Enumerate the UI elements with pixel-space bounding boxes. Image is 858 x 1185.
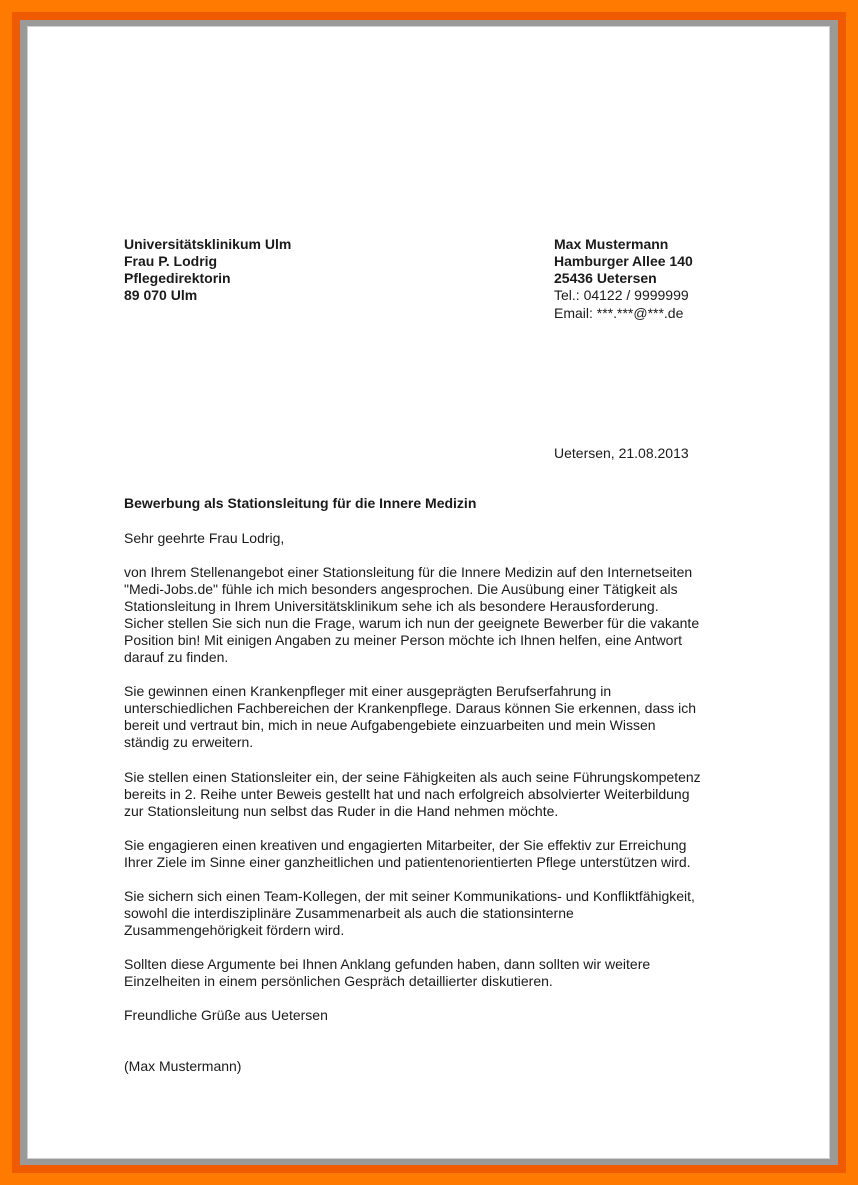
paragraph-line: "Medi-Jobs.de" fühle ich mich besonders angesprochen. Die Ausübung einer Tätigkeit als <box>124 581 678 597</box>
paragraph-line: Sie engagieren einen kreativen und engagierten Mitarbeiter, der Sie effektiv zur Erreichung <box>124 837 687 853</box>
paragraph-line: Zusammengehörigkeit fördern wird. <box>124 922 345 938</box>
paragraph-line: Sollten diese Argumente bei Ihnen Anklang gefunden haben, dann sollten wir weitere <box>124 956 651 972</box>
recipient-city: 89 070 Ulm <box>124 287 198 303</box>
paragraph-2 <box>124 683 744 751</box>
paragraph-line: unterschiedlichen Fachbereichen der Krankenpflege. Daraus können Sie erkennen, dass ich <box>124 700 697 716</box>
paragraph-5 <box>124 888 744 939</box>
paragraph-4 <box>124 837 744 871</box>
paragraph-line: Ihrer Ziele im Sinne einer ganzheitlichen und patientenorientierten Pflege unterstützen wird. <box>124 854 691 870</box>
sender-email: Email: ***.***@***.de <box>554 305 684 321</box>
paragraph-line: Sie stellen einen Stationsleiter ein, der seine Fähigkeiten als auch seine Führungskompetenz <box>124 769 701 785</box>
paragraph-line: zur Stationsleitung nun selbst das Ruder in die Hand nehmen möchte. <box>124 803 559 819</box>
sender-name: Max Mustermann <box>554 236 669 252</box>
paragraph-line: Einzelheiten in einem persönlichen Gespräch detaillierter diskutieren. <box>124 973 553 989</box>
paragraph-3 <box>124 769 744 820</box>
sender-city: 25436 Uetersen <box>554 270 657 286</box>
paragraph-line: bereits in 2. Reihe unter Beweis gestellt hat und nach erfolgreich absolvierter Weiterbildung <box>124 786 690 802</box>
paragraph-line: von Ihrem Stellenangebot einer Stationsleitung für die Innere Medizin auf den Internetseiten <box>124 564 693 580</box>
paragraph-1 <box>124 564 744 666</box>
place-date: Uetersen, 21.08.2013 <box>554 445 689 461</box>
recipient-name: Frau P. Lodrig <box>124 253 218 269</box>
sender-street: Hamburger Allee 140 <box>554 253 693 269</box>
signature: (Max Mustermann) <box>124 1058 242 1074</box>
letter-page <box>27 26 830 1159</box>
paragraph-line: Sie gewinnen einen Krankenpfleger mit einer ausgeprägten Berufserfahrung in <box>124 683 612 699</box>
paragraph-line: Position bin! Mit einigen Angaben zu meiner Person möchte ich Ihnen helfen, eine Antwort <box>124 632 683 648</box>
paragraph-line: ständig zu erweitern. <box>124 734 254 750</box>
sender-phone: Tel.: 04122 / 9999999 <box>554 287 689 303</box>
recipient-title: Pflegedirektorin <box>124 270 231 286</box>
paragraph-6 <box>124 956 744 990</box>
paragraph-line: darauf zu finden. <box>124 649 229 665</box>
subject-line: Bewerbung als Stationsleitung für die Innere Medizin <box>124 495 477 511</box>
paragraph-line: Sie sichern sich einen Team-Kollegen, der mit seiner Kommunikations- und Konfliktfähigkeit, <box>124 888 695 904</box>
salutation: Sehr geehrte Frau Lodrig, <box>124 530 285 546</box>
paragraph-line: sowohl die interdisziplinäre Zusammenarbeit als auch die stationsinterne <box>124 905 574 921</box>
recipient-institution: Universitätsklinikum Ulm <box>124 236 292 252</box>
paragraph-line: Sicher stellen Sie sich nun die Frage, warum ich nun der geeignete Bewerber für die vakante <box>124 615 700 631</box>
paragraph-line: Stationsleitung in Ihrem Universitätsklinikum sehe ich als besondere Herausforderung. <box>124 598 659 614</box>
paragraph-line: bereit und vertraut bin, mich in neue Aufgabengebiete einzuarbeiten und mein Wissen <box>124 717 656 733</box>
closing: Freundliche Grüße aus Uetersen <box>124 1007 328 1023</box>
